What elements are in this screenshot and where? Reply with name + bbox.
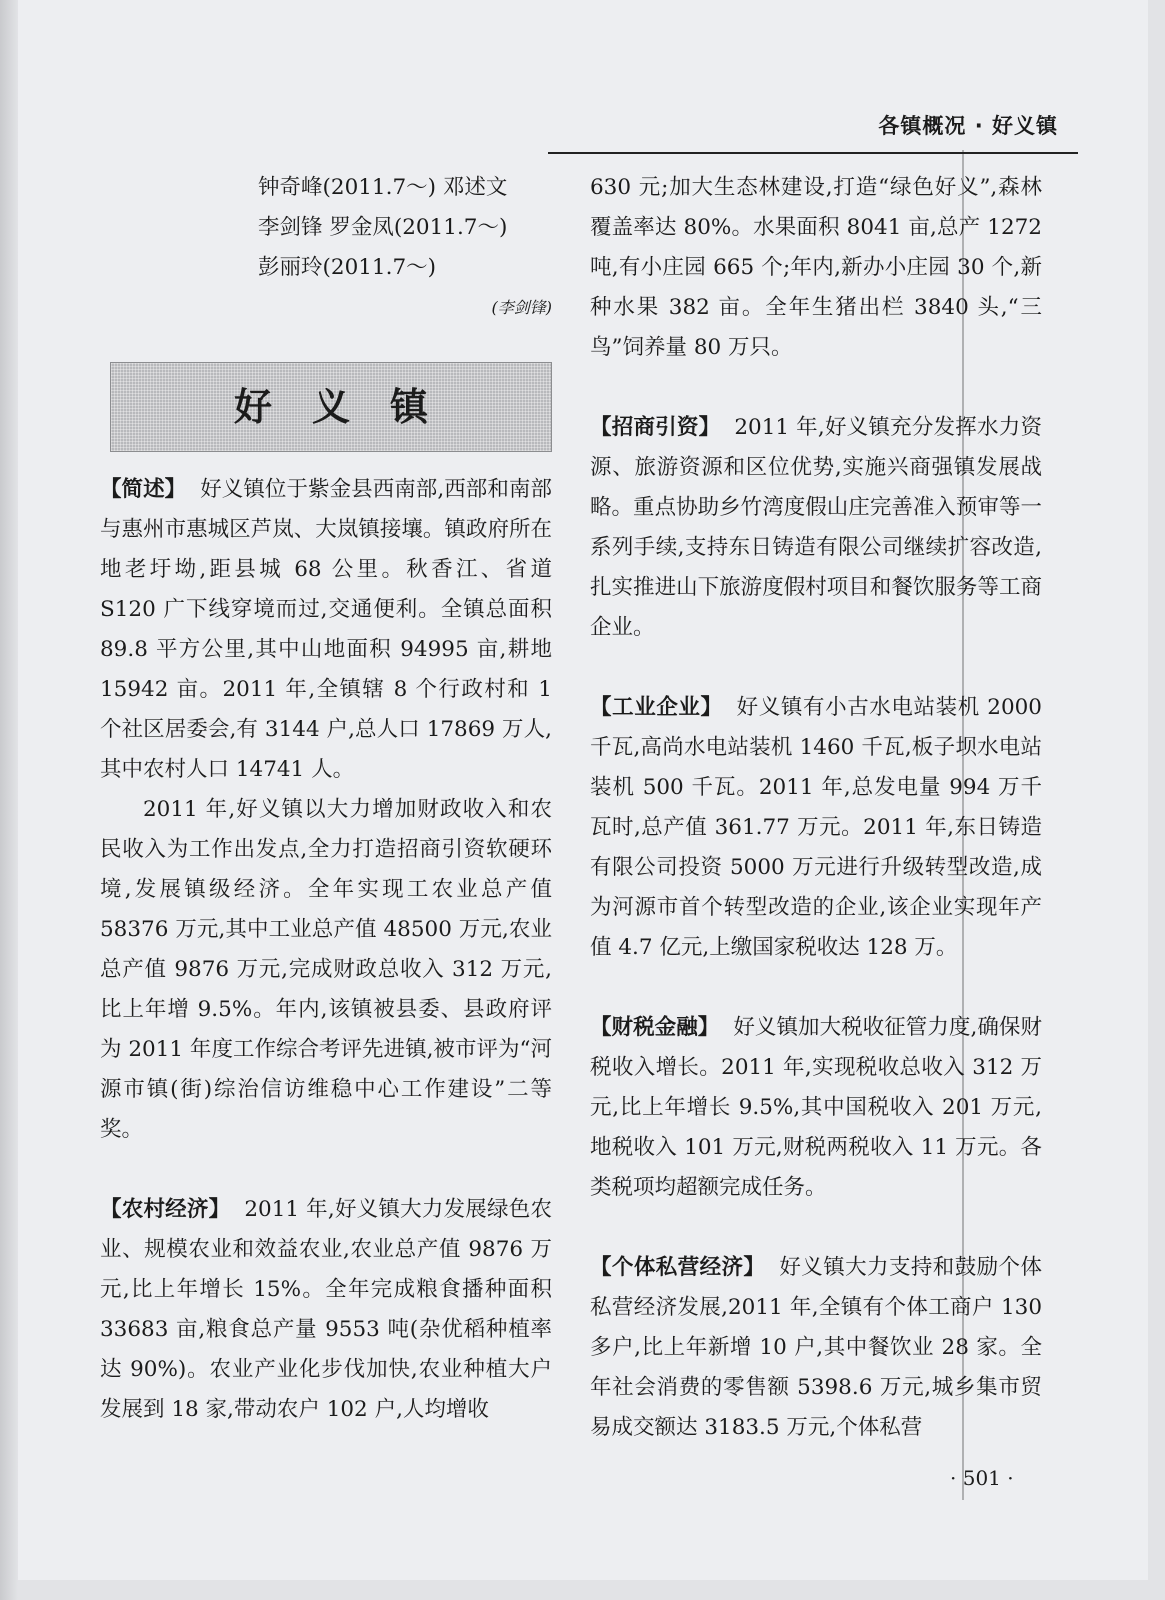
running-header — [548, 100, 1078, 154]
section-tag: 【简述】 — [100, 477, 187, 502]
section-title-box — [110, 362, 552, 452]
section-gongye — [590, 688, 1042, 968]
person-line: 钟奇峰(2011.7～) 邓述文 — [258, 175, 508, 200]
section-body: 2011 年,好义镇充分发挥水力资源、旅游资源和区位优势,实施兴商强镇发展战略。重点协助乡竹湾度假山庄完善准入预审等一系列手续,支持东日铸造有限公司继续扩容改造,扎实推进山下旅游度假村项目和餐饮服务等工商企业。 — [590, 415, 1042, 640]
page-number: · 501 · — [950, 1466, 1014, 1490]
town-title: 好义镇 — [233, 385, 468, 429]
left-column — [100, 168, 552, 1430]
section-body: 好义镇大力支持和鼓励个体私营经济发展,2011 年,全镇有个体工商户 130 多户,比上年新增 10 户,其中餐饮业 28 家。全年社会消费的零售额 5398.6 万元,城乡集市贸易成交额达 3183.5 万元,个体私营 — [590, 1255, 1042, 1440]
section-tag: 【财税金融】 — [590, 1015, 720, 1040]
person-line: 彭丽玲(2011.7～) — [258, 255, 437, 280]
section-nongcun — [100, 1190, 552, 1430]
running-title: 各镇概况 · 好义镇 — [878, 114, 1058, 138]
person-line: 李剑锋 罗金凤(2011.7～) — [258, 215, 508, 240]
right-column — [590, 168, 1042, 1448]
person-list — [100, 168, 552, 288]
paragraph-continuation: 630 元;加大生态林建设,打造“绿色好义”,森林覆盖率达 80%。水果面积 8041 亩,总产 1272 吨,有小庄园 665 个;年内,新办小庄园 30 个,新种水果 382 亩。全年生猪出栏 3840 头,“三鸟”饲养量 80 万只。 — [590, 175, 1042, 360]
scan-edge-shadow — [0, 0, 18, 1600]
section-caishui — [590, 1008, 1042, 1208]
section-geti — [590, 1248, 1042, 1448]
section-body: 2011 年,好义镇大力发展绿色农业、规模农业和效益农业,农业总产值 9876 万元,比上年增长 15%。全年完成粮食播种面积 33683 亩,粮食总产量 9553 吨(杂优稻种植率达 90%)。农业产业化步伐加快,农业种植大户发展到 18 家,带动农户 102 户,人均增收 — [100, 1197, 552, 1422]
paragraph: 2011 年,好义镇以大力增加财政收入和农民收入为工作出发点,全力打造招商引资软硬环境,发展镇级经济。全年实现工农业总产值 58376 万元,其中工业总产值 48500 万元,农业总产值 9876 万元,完成财政总收入 312 万元,比上年增 9.5%。年内,该镇被县委、县政府评为 2011 年度工作综合考评先进镇,被市评为“河源市镇(街)综治信访维稳中心工作建设”二等奖。 — [100, 797, 552, 1142]
section-tag: 【个体私营经济】 — [590, 1255, 766, 1280]
section-jianshu — [100, 470, 552, 790]
section-body: 好义镇有小古水电站装机 2000 千瓦,高尚水电站装机 1460 千瓦,板子坝水电站装机 500 千瓦。2011 年,总发电量 994 万千瓦时,总产值 361.77 万元。2011 年,东日铸造有限公司投资 5000 万元进行升级转型改造,成为河源市首个转型改造的企业,该企业实现年产值 4.7 亿元,上缴国家税收达 128 万。 — [590, 695, 1042, 960]
section-body: 好义镇位于紫金县西南部,西部和南部与惠州市惠城区芦岚、大岚镇接壤。镇政府所在地老圩坳,距县城 68 公里。秋香江、省道 S120 广下线穿境而过,交通便利。全镇总面积 89.8 平方公里,其中山地面积 94995 亩,耕地 15942 亩。2011 年,全镇辖 8 个行政村和 1 个社区居委会,有 3144 户,总人口 17869 万人,其中农村人口 14741 人。 — [100, 477, 552, 782]
section-tag: 【招商引资】 — [590, 415, 721, 440]
section-zhaoshang — [590, 408, 1042, 648]
source-attribution: (李剑锋) — [491, 298, 552, 317]
section-body: 好义镇加大税收征管力度,确保财税收入增长。2011 年,实现税收总收入 312 万元,比上年增长 9.5%,其中国税收入 201 万元,地税收入 101 万元,财税两税收入 11 万元。各类税项均超额完成任务。 — [590, 1015, 1042, 1200]
section-tag: 【工业企业】 — [590, 695, 723, 720]
section-tag: 【农村经济】 — [100, 1197, 231, 1222]
